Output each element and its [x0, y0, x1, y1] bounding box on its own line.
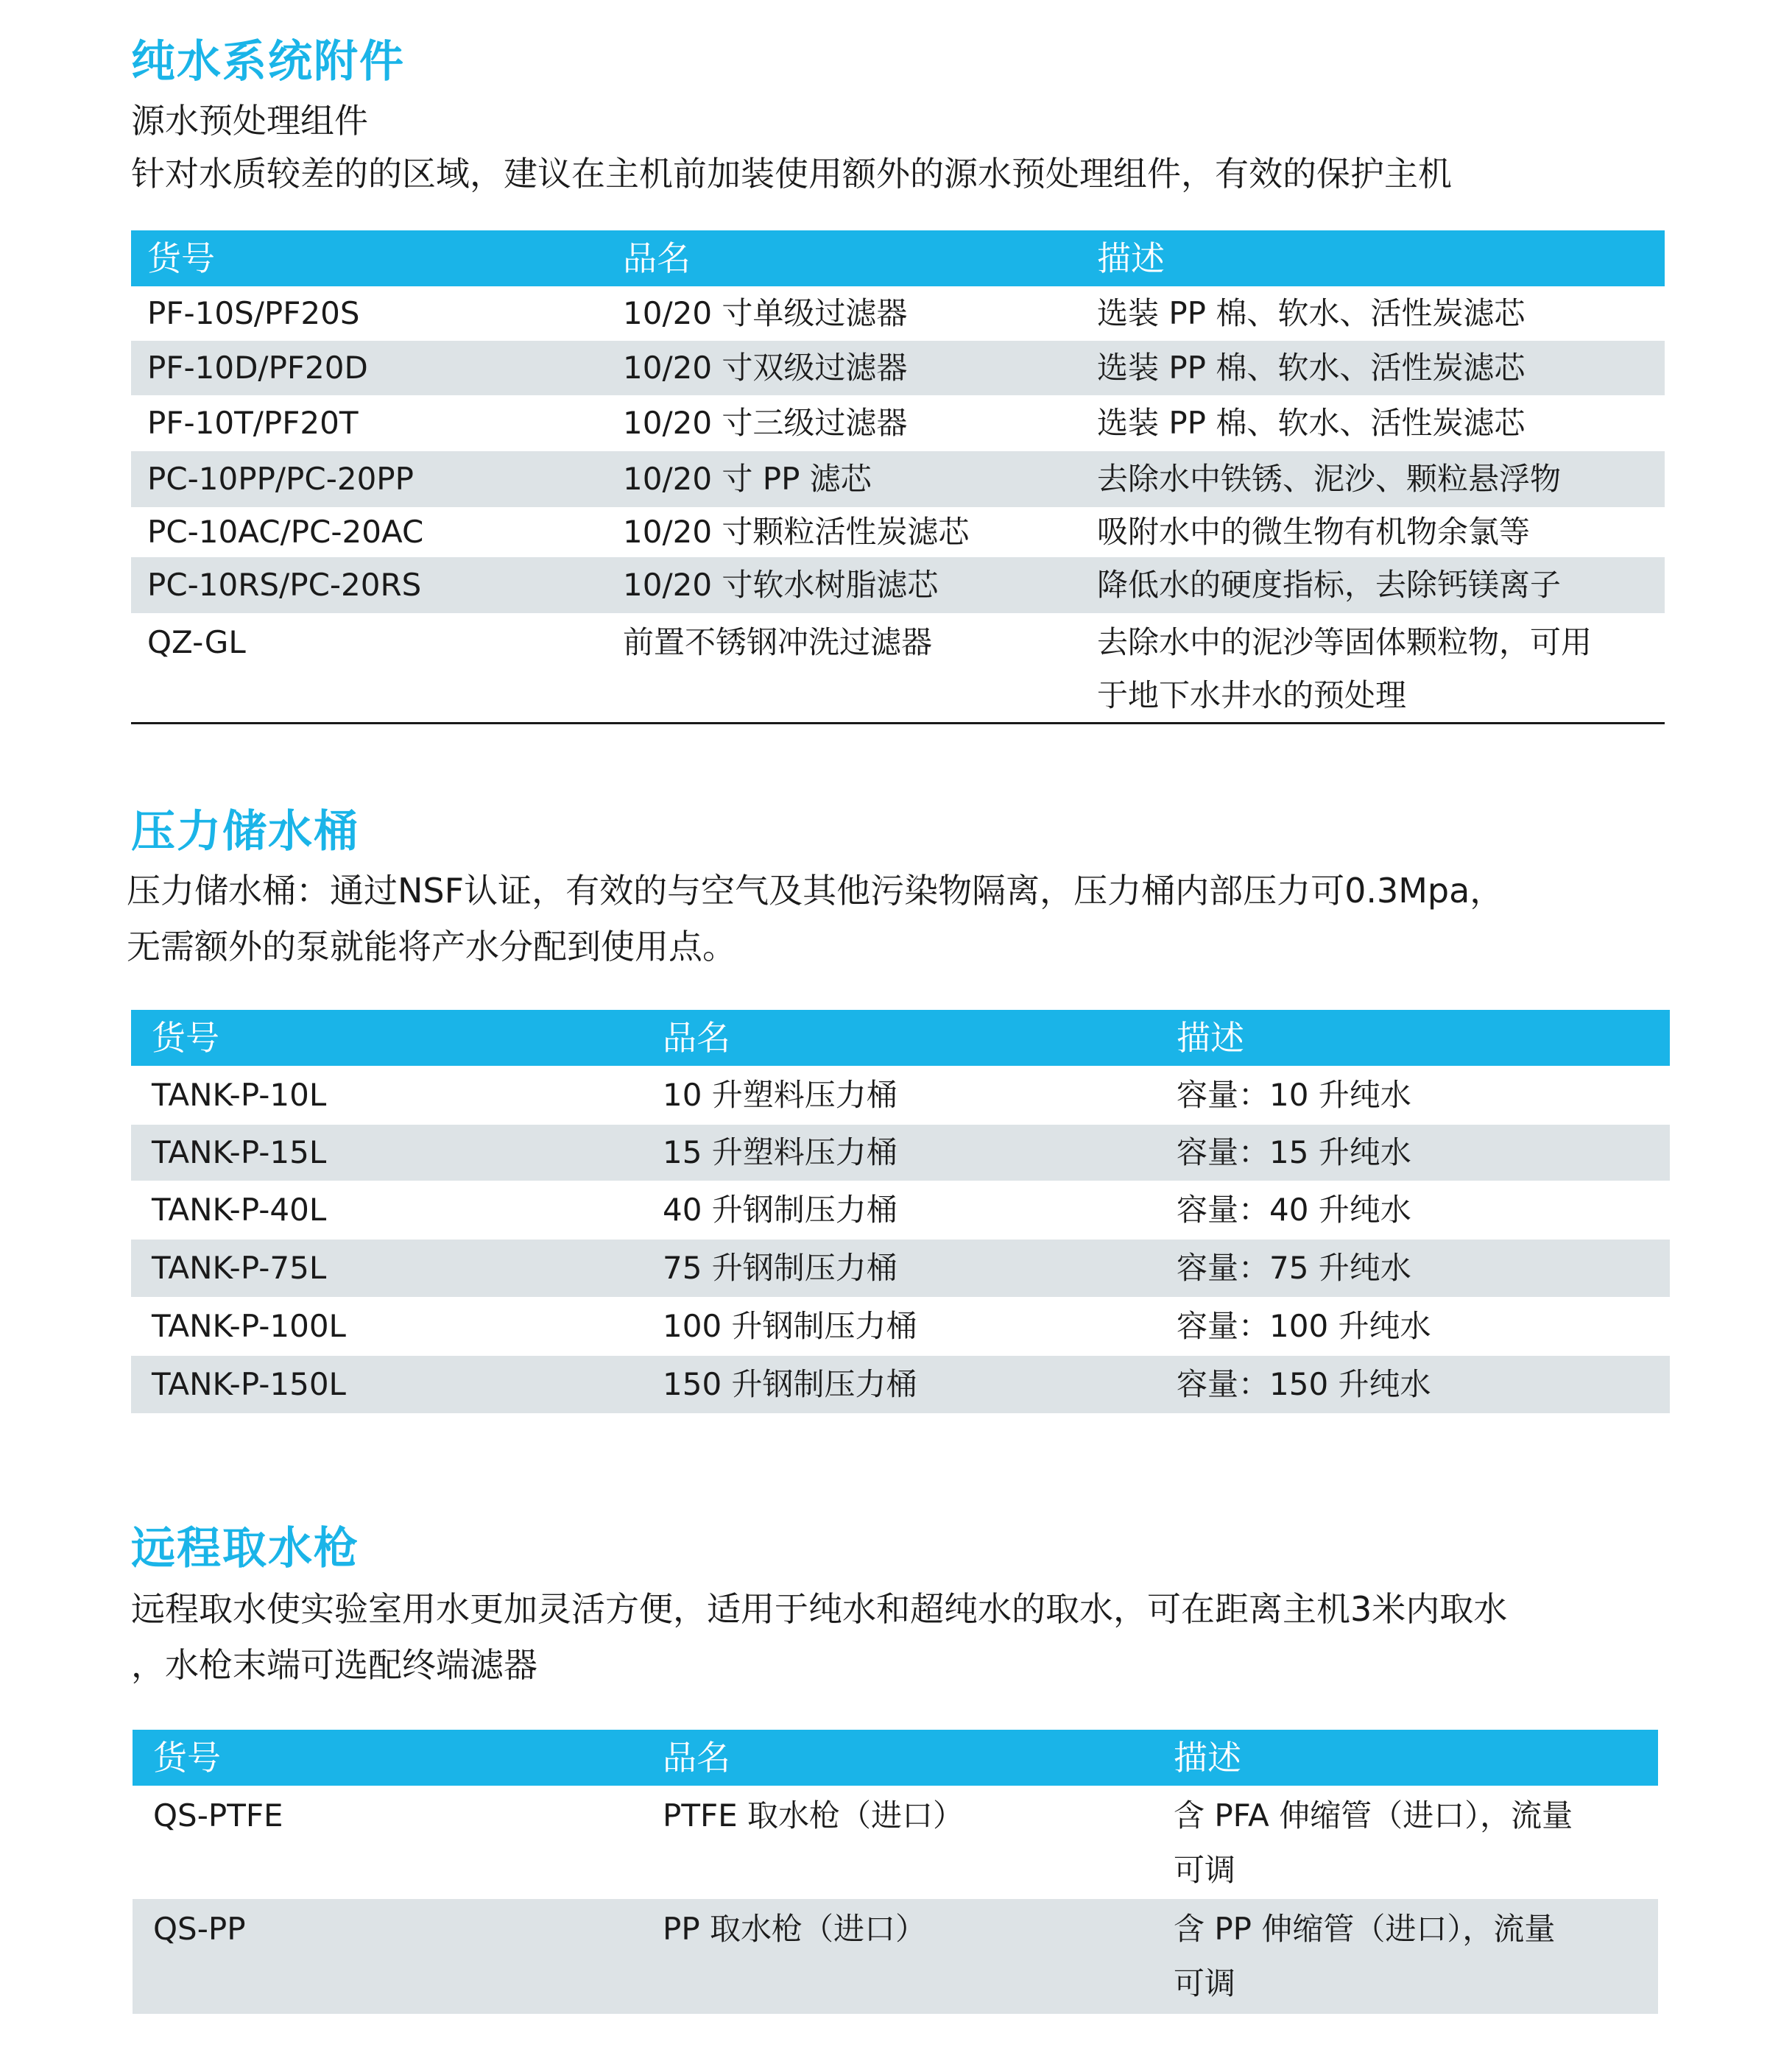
cell-desc-line2: 于地下水井水的预处理	[1097, 677, 1407, 713]
section-intro-line2: ，水枪末端可选配终端滤器	[131, 1645, 537, 1685]
header-desc: 描述	[1097, 238, 1165, 278]
cell-name: 10/20 寸颗粒活性炭滤芯	[623, 514, 970, 550]
cell-desc: 选装 PP 棉、软水、活性炭滤芯	[1097, 350, 1526, 386]
table-row	[131, 613, 1665, 722]
cell-name: 10/20 寸三级过滤器	[623, 405, 908, 441]
cell-desc: 选装 PP 棉、软水、活性炭滤芯	[1097, 405, 1526, 441]
table-row	[131, 286, 1665, 341]
table-row	[131, 1297, 1670, 1356]
table-header	[131, 230, 1665, 286]
header-code: 货号	[152, 1018, 219, 1058]
section-intro-line1: 压力储水桶：通过NSF认证，有效的与空气及其他污染物隔离，压力桶内部压力可0.3Mpa，	[127, 871, 1504, 911]
cell-name: 10/20 寸双级过滤器	[623, 350, 908, 386]
header-name: 品名	[623, 238, 691, 278]
cell-name: PTFE 取水枪（进口）	[663, 1797, 964, 1834]
cell-code: PF-10D/PF20D	[147, 350, 368, 386]
table-header	[131, 1010, 1670, 1066]
section-title: 远程取水枪	[131, 1523, 359, 1574]
table-row	[131, 1356, 1670, 1413]
cell-code: QS-PTFE	[153, 1797, 283, 1834]
table-header	[133, 1730, 1658, 1786]
header-desc: 描述	[1174, 1738, 1241, 1778]
header-name: 品名	[663, 1018, 730, 1058]
cell-desc: 降低水的硬度指标，去除钙镁离子	[1097, 567, 1562, 603]
table-bottom-rule	[131, 722, 1665, 724]
cell-desc-line2: 可调	[1174, 1965, 1236, 2001]
cell-name: 100 升钢制压力桶	[663, 1308, 917, 1344]
cell-desc: 含 PP 伸缩管（进口），流量	[1174, 1911, 1556, 1947]
cell-name: 10/20 寸 PP 滤芯	[623, 461, 872, 497]
cell-desc: 选装 PP 棉、软水、活性炭滤芯	[1097, 295, 1526, 331]
cell-code: TANK-P-100L	[152, 1308, 346, 1344]
cell-code: PF-10S/PF20S	[147, 295, 360, 331]
cell-name: 40 升钢制压力桶	[663, 1192, 897, 1228]
cell-desc: 容量：40 升纯水	[1177, 1192, 1411, 1228]
cell-name: 10/20 寸单级过滤器	[623, 295, 908, 331]
cell-desc: 容量：75 升纯水	[1177, 1250, 1411, 1286]
header-code: 货号	[153, 1738, 221, 1778]
cell-desc: 去除水中的泥沙等固体颗粒物，可用	[1097, 624, 1593, 660]
cell-desc: 容量：150 升纯水	[1177, 1366, 1431, 1402]
cell-code: PC-10RS/PC-20RS	[147, 567, 422, 603]
table-row	[131, 341, 1665, 395]
header-name: 品名	[663, 1738, 730, 1778]
cell-desc: 容量：15 升纯水	[1177, 1134, 1411, 1170]
cell-desc-line2: 可调	[1174, 1852, 1236, 1888]
cell-code: TANK-P-15L	[152, 1134, 327, 1170]
table-row	[133, 1786, 1658, 1899]
cell-code: PF-10T/PF20T	[147, 405, 359, 441]
cell-name: 15 升塑料压力桶	[663, 1134, 897, 1170]
section-title: 纯水系统附件	[131, 36, 405, 88]
cell-desc: 容量：10 升纯水	[1177, 1077, 1411, 1113]
cell-desc: 含 PFA 伸缩管（进口），流量	[1174, 1797, 1573, 1834]
cell-name: 150 升钢制压力桶	[663, 1366, 917, 1402]
cell-desc: 去除水中铁锈、泥沙、颗粒悬浮物	[1097, 461, 1562, 497]
cell-name: 10/20 寸软水树脂滤芯	[623, 567, 939, 603]
table-row	[131, 1125, 1670, 1181]
table-row	[133, 1899, 1658, 2014]
table-row	[131, 1181, 1670, 1240]
table-row	[131, 395, 1665, 451]
cell-code: PC-10AC/PC-20AC	[147, 514, 424, 550]
header-code: 货号	[147, 238, 215, 278]
header-desc: 描述	[1177, 1018, 1244, 1058]
cell-code: TANK-P-40L	[152, 1192, 327, 1228]
table-row	[131, 557, 1665, 613]
table-row	[131, 1240, 1670, 1297]
cell-desc: 吸附水中的微生物有机物余氯等	[1097, 514, 1531, 550]
table-row	[131, 1066, 1670, 1125]
section-subtitle: 源水预处理组件	[131, 101, 368, 141]
section-intro-line2: 无需额外的泵就能将产水分配到使用点。	[127, 927, 736, 966]
cell-code: TANK-P-150L	[152, 1366, 346, 1402]
section-title: 压力储水桶	[131, 806, 359, 858]
cell-code: QS-PP	[153, 1911, 246, 1947]
cell-code: TANK-P-75L	[152, 1250, 327, 1286]
section-intro-line1: 远程取水使实验室用水更加灵活方便，适用于纯水和超纯水的取水，可在距离主机3米内取水	[131, 1589, 1508, 1629]
table-row	[131, 451, 1665, 507]
cell-name: 前置不锈钢冲洗过滤器	[623, 624, 933, 660]
section-intro: 针对水质较差的的区域，建议在主机前加装使用额外的源水预处理组件，有效的保护主机	[131, 154, 1452, 194]
cell-name: 10 升塑料压力桶	[663, 1077, 897, 1113]
cell-name: PP 取水枪（进口）	[663, 1911, 927, 1947]
cell-desc: 容量：100 升纯水	[1177, 1308, 1431, 1344]
cell-code: PC-10PP/PC-20PP	[147, 461, 414, 497]
cell-name: 75 升钢制压力桶	[663, 1250, 897, 1286]
table-row	[131, 507, 1665, 557]
cell-code: QZ-GL	[147, 624, 246, 660]
cell-code: TANK-P-10L	[152, 1077, 327, 1113]
